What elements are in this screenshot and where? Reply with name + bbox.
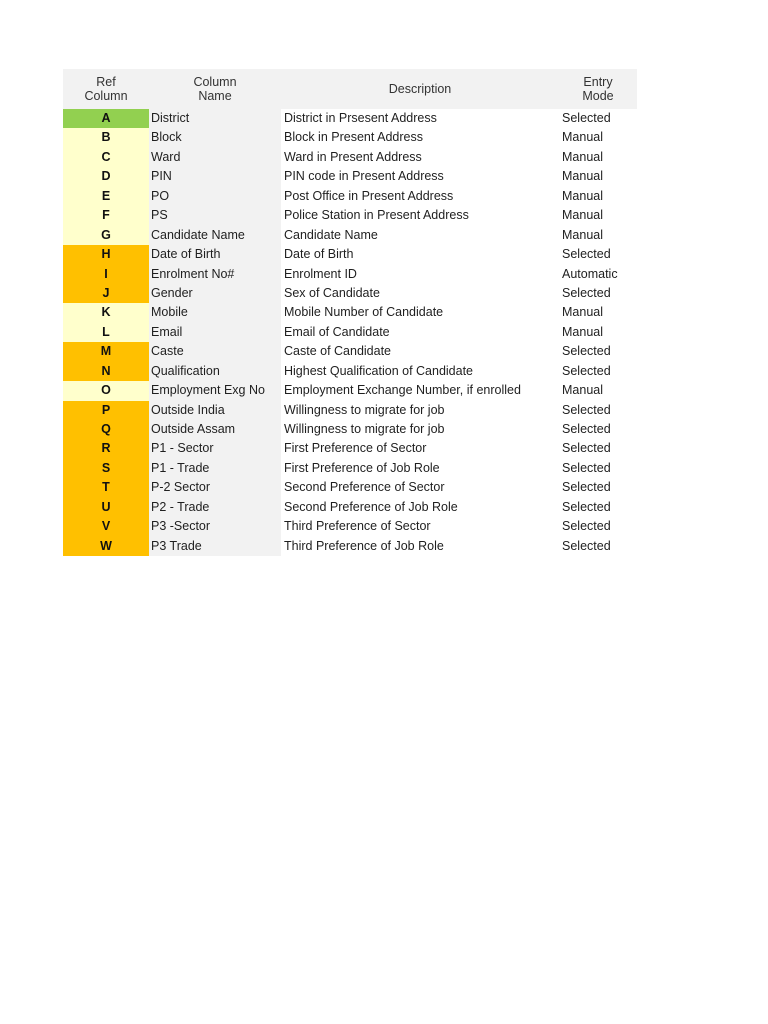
column-name-cell: PIN: [149, 167, 281, 186]
table-row: [63, 439, 637, 458]
column-name-cell: PS: [149, 206, 281, 225]
column-name-cell: P3 Trade: [149, 537, 281, 556]
description-cell: Block in Present Address: [284, 130, 423, 145]
table-row: [63, 206, 637, 225]
table-row: [63, 362, 637, 381]
description-cell: District in Prsesent Address: [284, 111, 437, 125]
entry-mode-cell: Manual: [562, 383, 603, 398]
entry-mode-cell: Selected: [562, 402, 611, 417]
ref-cell: I: [63, 265, 149, 284]
ref-cell: D: [63, 167, 149, 186]
ref-cell: V: [63, 517, 149, 536]
column-name-cell: District: [149, 109, 281, 128]
column-name-cell: Candidate Name: [149, 226, 281, 245]
column-name-cell: P3 -Sector: [149, 517, 281, 536]
description-cell: First Preference of Job Role: [284, 460, 440, 475]
table-row: [63, 381, 637, 400]
table-row: [63, 323, 637, 342]
field-reference-table: [63, 69, 637, 556]
ref-cell: J: [63, 284, 149, 303]
ref-cell: L: [63, 323, 149, 342]
column-name-cell: P2 - Trade: [149, 498, 281, 517]
entry-mode-cell: Selected: [562, 538, 611, 553]
ref-cell: R: [63, 439, 149, 458]
entry-mode-cell: Selected: [562, 460, 611, 475]
description-cell: Willingness to migrate for job: [284, 422, 445, 436]
entry-mode-cell: Selected: [562, 247, 611, 262]
ref-cell: G: [63, 226, 149, 245]
description-cell: Date of Birth: [284, 247, 354, 262]
table-row: [63, 128, 637, 147]
entry-mode-cell: Selected: [562, 480, 611, 495]
ref-cell: U: [63, 498, 149, 517]
description-cell: PIN code in Present Address: [284, 169, 444, 184]
column-name-cell: Employment Exg No: [149, 381, 281, 400]
description-cell: Third Preference of Sector: [284, 519, 431, 534]
entry-mode-cell: Manual: [562, 130, 603, 145]
description-cell: Police Station in Present Address: [284, 208, 469, 223]
column-name-cell: P1 - Trade: [149, 459, 281, 478]
entry-mode-cell: Selected: [562, 499, 611, 514]
ref-cell: K: [63, 303, 149, 322]
header-ref-column: Ref Column: [84, 75, 128, 103]
header-description: Description: [388, 82, 452, 96]
table-row: [63, 459, 637, 478]
column-name-cell: Qualification: [149, 362, 281, 381]
ref-cell: B: [63, 128, 149, 147]
ref-cell: O: [63, 381, 149, 400]
entry-mode-cell: Selected: [562, 422, 611, 436]
entry-mode-cell: Manual: [562, 149, 603, 164]
ref-cell: W: [63, 537, 149, 556]
table-row: [63, 167, 637, 186]
description-cell: Email of Candidate: [284, 324, 390, 339]
column-name-cell: Ward: [149, 148, 281, 167]
entry-mode-cell: Manual: [562, 169, 603, 184]
entry-mode-cell: Manual: [562, 324, 603, 339]
entry-mode-cell: Manual: [562, 188, 603, 203]
column-name-cell: P1 - Sector: [149, 439, 281, 458]
entry-mode-cell: Selected: [562, 344, 611, 359]
table-row: [63, 498, 637, 517]
table-row: [63, 478, 637, 497]
entry-mode-cell: Selected: [562, 111, 611, 125]
description-cell: Candidate Name: [284, 227, 378, 242]
ref-cell: N: [63, 362, 149, 381]
table-row: [63, 265, 637, 284]
description-cell: Enrolment ID: [284, 266, 357, 281]
entry-mode-cell: Manual: [562, 305, 603, 320]
table-row: [63, 226, 637, 245]
entry-mode-cell: Automatic: [562, 266, 618, 281]
table-row: [63, 109, 637, 128]
ref-cell: A: [63, 109, 149, 128]
entry-mode-cell: Manual: [562, 208, 603, 223]
description-cell: Second Preference of Job Role: [284, 499, 458, 514]
description-cell: First Preference of Sector: [284, 441, 427, 456]
column-name-cell: P-2 Sector: [149, 478, 281, 497]
ref-cell: P: [63, 401, 149, 420]
column-name-cell: PO: [149, 187, 281, 206]
description-cell: Post Office in Present Address: [284, 188, 454, 203]
table-row: [63, 401, 637, 420]
table-row: [63, 537, 637, 556]
ref-cell: T: [63, 478, 149, 497]
table-row: [63, 420, 637, 439]
column-name-cell: Email: [149, 323, 281, 342]
description-cell: Willingness to migrate for job: [284, 402, 445, 417]
header-entry-mode: Entry Mode: [582, 75, 614, 103]
table-row: [63, 303, 637, 322]
ref-cell: M: [63, 342, 149, 361]
table-row: [63, 284, 637, 303]
description-cell: Second Preference of Sector: [284, 480, 445, 495]
entry-mode-cell: Selected: [562, 285, 611, 300]
column-name-cell: Block: [149, 128, 281, 147]
description-cell: Highest Qualification of Candidate: [284, 363, 474, 378]
column-name-cell: Date of Birth: [149, 245, 281, 264]
description-cell: Employment Exchange Number, if enrolled: [284, 383, 521, 398]
column-name-cell: Outside India: [149, 401, 281, 420]
description-cell: Mobile Number of Candidate: [284, 305, 444, 320]
ref-cell: C: [63, 148, 149, 167]
table-row: [63, 245, 637, 264]
entry-mode-cell: Manual: [562, 227, 603, 242]
ref-cell: S: [63, 459, 149, 478]
description-cell: Sex of Candidate: [284, 285, 380, 300]
description-cell: Caste of Candidate: [284, 344, 392, 359]
header-column-name: Column Name: [193, 75, 237, 103]
description-cell: Ward in Present Address: [284, 149, 422, 164]
entry-mode-cell: Selected: [562, 519, 611, 534]
column-name-cell: Enrolment No#: [149, 265, 281, 284]
ref-cell: Q: [63, 420, 149, 439]
ref-cell: H: [63, 245, 149, 264]
table-row: [63, 187, 637, 206]
ref-cell: F: [63, 206, 149, 225]
column-name-cell: Gender: [149, 284, 281, 303]
description-cell: Third Preference of Job Role: [284, 538, 444, 553]
column-name-cell: Mobile: [149, 303, 281, 322]
ref-cell: E: [63, 187, 149, 206]
table-row: [63, 148, 637, 167]
table-row: [63, 342, 637, 361]
entry-mode-cell: Selected: [562, 441, 611, 456]
entry-mode-cell: Selected: [562, 363, 611, 378]
column-name-cell: Caste: [149, 342, 281, 361]
table-body: [63, 109, 637, 556]
table-row: [63, 517, 637, 536]
table-header: [63, 69, 637, 109]
column-name-cell: Outside Assam: [149, 420, 281, 439]
